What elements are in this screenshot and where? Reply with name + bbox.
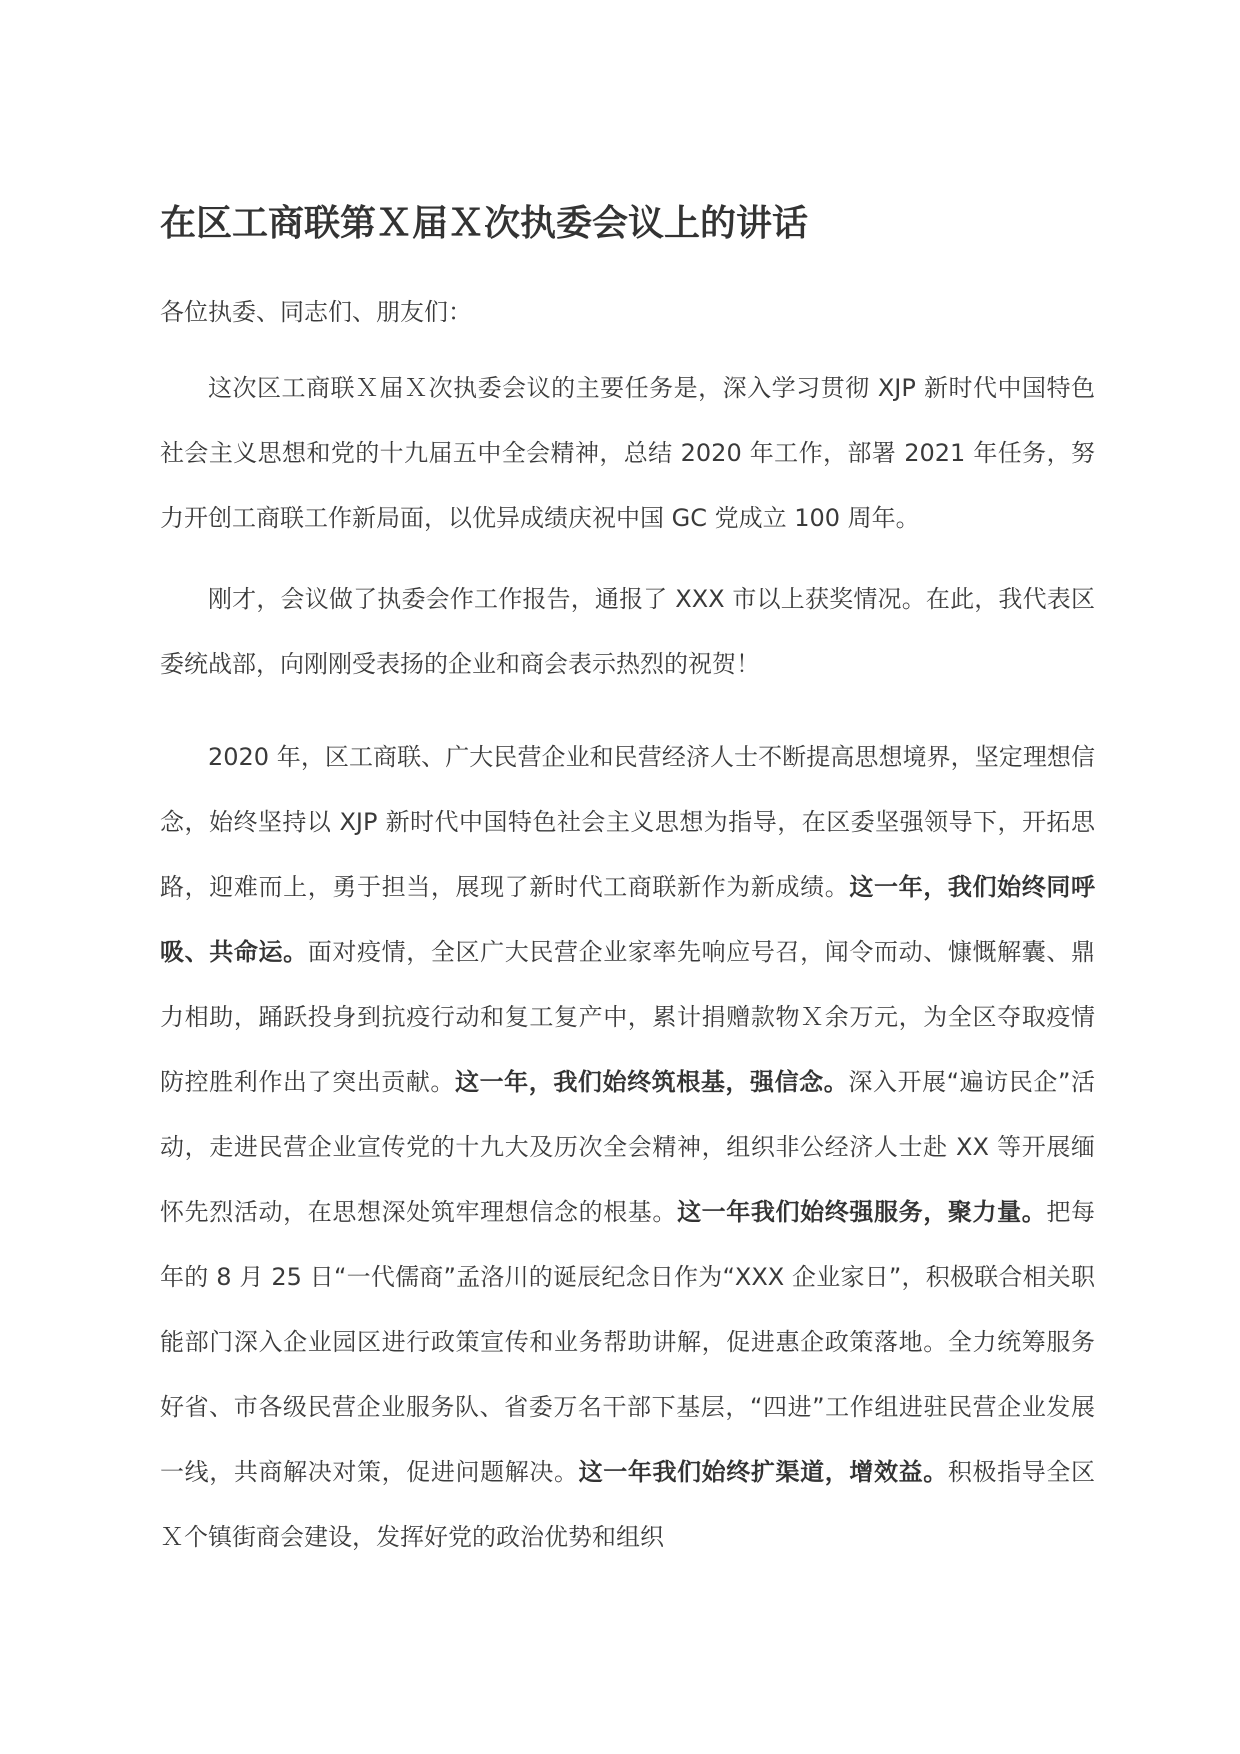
review-highlight-2: 这一年，我们始终筑根基，强信念。 [455,1068,849,1096]
review-text-4: 把每年的 8 月 25 日“一代儒商”孟洛川的诞辰纪念日作为“XXX 企业家日”，积极联合相关职能部门深入企业园区进行政策宣传和业务帮助讲解，促进惠企政策落地。全力统筹服务好省、市各级民营企业服务队、省委万名干部下基层，“四进”工作组进驻民营企业发展一线，共商解决对策，促进问题解决。 [160,1198,1096,1486]
paragraph-meeting-tasks: 这次区工商联Ｘ届Ｘ次执委会议的主要任务是，深入学习贯彻 XJP 新时代中国特色社会主义思想和党的十九届五中全会精神，总结 2020 年工作，部署 2021 年任务，努力开创工商联工作新局面，以优异成绩庆祝中国 GC 党成立 100 周年。 [160,374,1095,532]
paragraph-congratulations: 刚才，会议做了执委会作工作报告，通报了 XXX 市以上获奖情况。在此，我代表区委统战部，向刚刚受表扬的企业和商会表示热烈的祝贺！ [160,585,1095,678]
review-highlight-4: 这一年我们始终扩渠道，增效益。 [578,1458,948,1486]
review-highlight-1: 这一年，我们始终同呼吸、共命运。 [160,873,1096,966]
review-highlight-3: 这一年我们始终强服务，聚力量。 [677,1198,1047,1226]
paragraph-2020-review [160,725,1095,1570]
salutation: 各位执委、同志们、朋友们： [160,298,472,326]
review-text-3: 深入开展“遍访民企”活动，走进民营企业宣传党的十九大及历次全会精神，组织非公经济人士赴 XX 等开展缅怀先烈活动，在思想深处筑牢理想信念的根基。 [160,1068,1096,1226]
review-text-5: 积极指导全区Ｘ个镇街商会建设，发挥好党的政治优势和组织 [160,1458,1096,1551]
review-text-2: 面对疫情，全区广大民营企业家率先响应号召，闻令而动、慷慨解囊、鼎力相助，踊跃投身到抗疫行动和复工复产中，累计捐赠款物Ｘ余万元，为全区夺取疫情防控胜利作出了突出贡献。 [160,938,1096,1096]
review-text-1: 2020 年，区工商联、广大民营企业和民营经济人士不断提高思想境界，坚定理想信念，始终坚持以 XJP 新时代中国特色社会主义思想为指导，在区委坚强领导下，开拓思路，迎难而上，勇于担当，展现了新时代工商联新作为新成绩。 [160,743,1095,901]
document-body [160,198,1095,1586]
document-title: 在区工商联第Ｘ届Ｘ次执委会议上的讲话 [160,203,809,244]
